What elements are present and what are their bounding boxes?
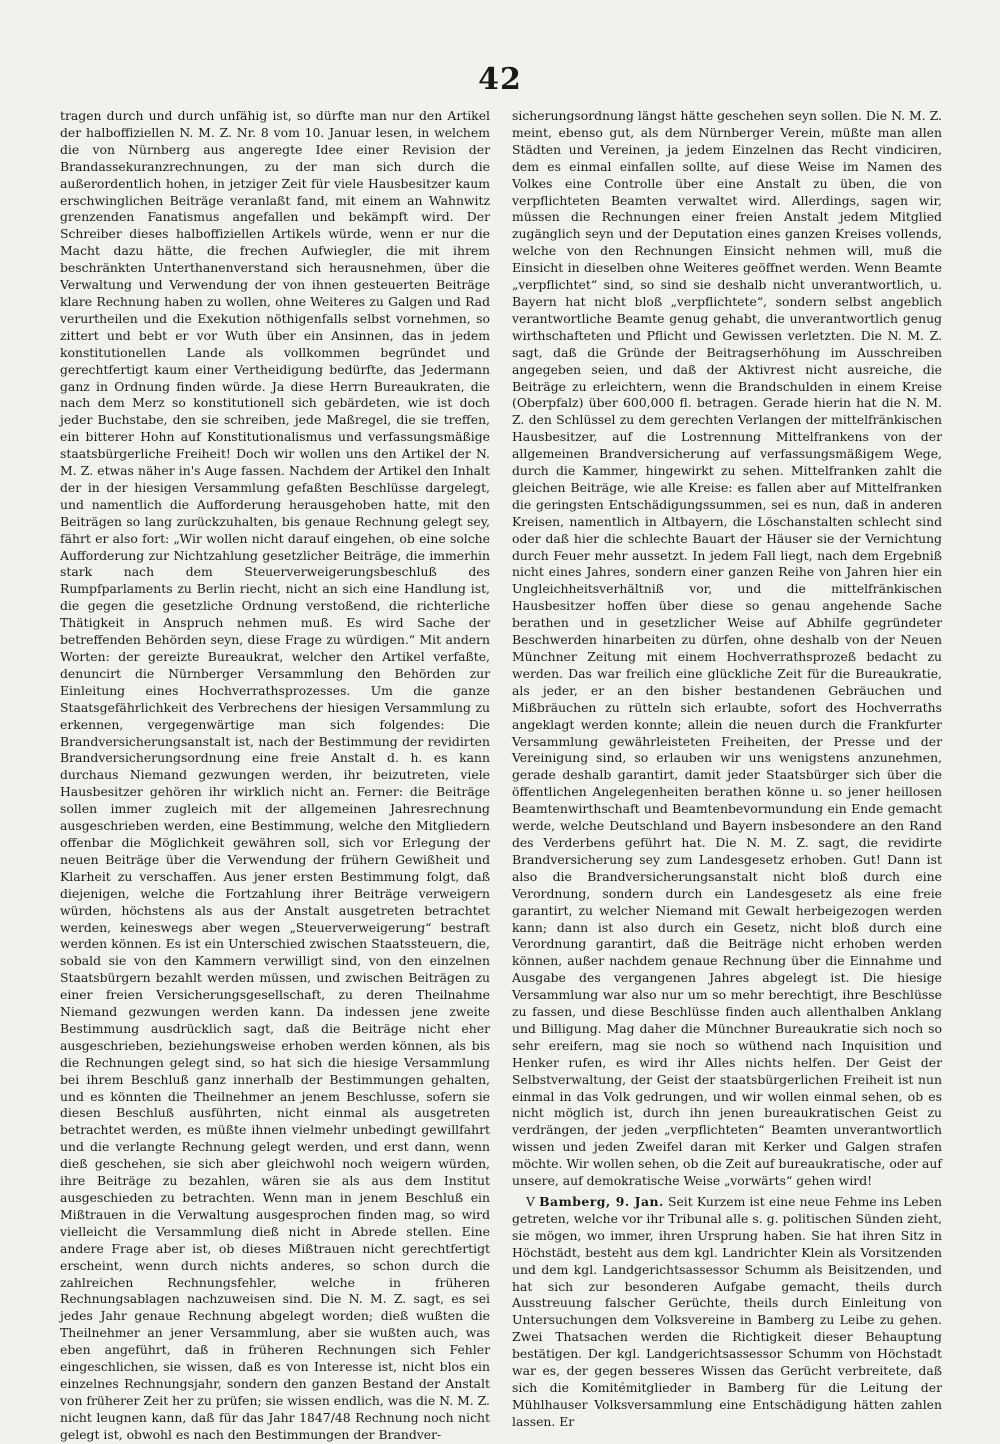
- dateline: Bamberg, 9. Jan.: [539, 1194, 664, 1209]
- page-number: 42: [478, 62, 522, 97]
- dateline-prefix: V: [526, 1194, 535, 1209]
- right-column-paragraph: sicherungsordnung längst hätte geschehen seyn sollen. Die N. M. Z. meint, ebenso gut, als dem Nürnberger Verein, müßte man allen Städten und Vereinen, ja jedem Einzelnen das Recht vindiciren, dem es einmal einfallen sollte, auf diese Weise im Namen des Volkes eine Controlle über eine Anstalt zu üben, die von verpflichteten Beamten verwaltet wird. Allerdings, sagen wir, müssen die Rechnungen einer freien Anstalt jedem Mitglied zugänglich seyn und der Deputation eines ganzen Kreises vollends, welche von den Rechnungen Einsicht nehmen will, muß die Einsicht in dieselben ohne Weiteres geöffnet werden. Wenn Beamte „verpflichtet“ sind, so sind sie deshalb nicht unverantwortlich, u. Bayern hat nicht bloß „verpflichtete“, sondern selbst angeblich verantwortliche Beamte genug gehabt, die unverantwortlich genug wirthschafteten und Pflicht und Gewissen verletzten. Die N. M. Z. sagt, daß die Gründe der Beitragserhöhung im Ausschreiben angegeben seien, und daß der Aktivrest nicht ausreiche, die Beiträge zu erleichtern, wenn die Brandschulden in einem Kreise (Oberpfalz) über 600,000 fl. betragen. Gerade hierin hat die N. M. Z. den Schlüssel zu dem gerechten Verlangen der mittelfränkischen Hausbesitzer, auf die Lostrennung Mittelfrankens von der allgemeinen Brandversicherung auf verfassungsmäßigem Wege, durch die Kammer, hingewirkt zu sehen. Mittelfranken zahlt die gleichen Beiträge, wie alle Kreise: es fallen aber auf Mittelfranken die geringsten Entschädigungssummen, sei es nun, daß in anderen Kreisen, namentlich in Altbayern, die Löschanstalten schlecht sind oder daß hier die schlechte Bauart der Häuser sie der Vernichtung durch Feuer mehr aussetzt. In jedem Fall liegt, nach dem Ergebniß nicht eines Jahres, sondern einer ganzen Reihe von Jahren hier ein Ungleichheitsverhältniß vor, und die mittelfränkischen Hausbesitzer hoffen über diese so genau angehende Sache berathen und in gesetzlicher Weise auf Abhilfe gegründeter Beschwerden hinarbeiten zu dürfen, ohne deshalb von der Neuen Münchner Zeitung mit einem Hochverrathsprozeß bedacht zu werden. Das war freilich eine glückliche Zeit für die Bureaukratie, als jeder, er an den bisher bestandenen Gebräuchen und Mißbräuchen zu rütteln sich erlaubte, sofort des Hochverraths angeklagt werden konnte; allein die neuen durch die Frankfurter Versammlung gewährleisteten Freiheiten, der Presse und der Vereinigung sind, so erlauben wir uns wenigstens anzunehmen, gerade deshalb garantirt, damit jeder Staatsbürger sich über die öffentlichen Angelegenheiten berathen könne u. so jener heillosen Beamtenwirthschaft und Beamtenbevormundung ein Ende gemacht werde, welche Deutschland und Bayern insbesondere an den Rand des Verderbens geführt hat. Die N. M. Z. sagt, die revidirte Brandversicherung sey zum Landesgesetz erhoben. Gut! Dann ist also die Brandversicherungsanstalt nicht bloß durch eine Verordnung, sondern durch ein Landesgesetz als eine freie garantirt, zu welcher Niemand mit Gewalt herbeigezogen werden kann; dann ist also durch ein Gesetz, nicht bloß durch eine Verordnung garantirt, daß die Beiträge nicht erhoben werden können, außer nachdem genaue Rechnung über die Einnahme und Ausgabe des vergangenen Jahres abgelegt ist. Die hiesige Versammlung war also nur um so mehr berechtigt, ihre Beschlüsse zu fassen, und diese Beschlüsse finden auch allenthalben Anklang und Billigung. Mag daher die Münchner Bureaukratie sich noch so sehr ereifern, mag sie noch so wüthend nach Inquisition und Henker rufen, es wird ihr Alles nichts helfen. Der Geist der Selbstverwaltung, der Geist der staatsbürgerlichen Freiheit ist nun einmal in das Volk gedrungen, und wir wollen einmal sehen, ob es nicht möglich ist, durch ihn jenen bureaukratischen Geist zu verdrängen, der jeden „verpflichteten“ Beamten unverantwortlich wissen und jeden Zweifel daran mit Kerker und Galgen strafen möchte. Wir wollen sehen, ob die Zeit auf bureaukratische, oder auf unsere, auf demokratische Weise „vorwärts“ gehen wird!: [512, 108, 942, 1189]
- bamberg-article: [512, 1194, 942, 1431]
- bamberg-article-text: Seit Kurzem ist eine neue Fehme ins Leben getreten, welche vor ihr Tribunal alle s. g. politischen Sünden zieht, sie mögen, wo immer, ihren Ursprung haben. Sie hat ihren Sitz in Höchstädt, besteht aus dem kgl. Landrichter Klein als Vorsitzenden und dem kgl. Landgerichtsassessor Schumm als Beisitzenden, und hat sich zur besonderen Aufgabe gemacht, theils durch Ausstreuung falscher Gerüchte, theils durch Einleitung von Untersuchungen dem Volksvereine in Bamberg zu Leibe zu gehen. Zwei Thatsachen werden die Richtigkeit dieser Behauptung bestätigen. Der kgl. Landgerichtsassessor Schumm von Höchstadt war es, der gegen besseres Wissen das Gerücht verbreitete, daß sich die Komitémitglieder in Bamberg für die Leitung der Mühlhauser Volksversammlung eine Entschädigung hätten zahlen lassen. Er: [512, 1194, 942, 1429]
- left-column: [60, 108, 490, 1444]
- right-column: [512, 108, 942, 1431]
- left-column-paragraph: tragen durch und durch unfähig ist, so dürfte man nur den Artikel der halboffiziellen N. M. Z. Nr. 8 vom 10. Januar lesen, in welchem die von Nürnberg aus angeregte Idee einer Revision der Brandassekuranzrechnungen, zu der man sich durch die außerordentlich hohen, in jetziger Zeit für viele Hausbesitzer kaum erschwinglichen Beiträge veranlaßt fand, mit einem an Wahnwitz grenzenden Fanatismus angefallen und bekämpft wird. Der Schreiber dieses halboffiziellen Artikels würde, wenn er nur die Macht dazu hätte, die frechen Aufwiegler, die mit ihrem beschränkten Unterthanenverstand sich herausnehmen, über die Verwaltung und Verwendung der von ihnen gesteuerten Beiträge klare Rechnung haben zu wollen, ohne Weiteres zu Galgen und Rad verurtheilen und die Exekution nöthigenfalls selbst vornehmen, so zittert und bebt er vor Wuth über ein Ansinnen, das in jedem konstitutionellen Lande als vollkommen begründet und gerechtfertigt kaum einer Vertheidigung bedürfte, das Jedermann ganz in Ordnung finden würde. Ja diese Herrn Bureaukraten, die nach dem Merz so konstitutionell sich gebärdeten, wie ist doch jeder Buchstabe, den sie schreiben, jede Maßregel, die sie treffen, ein bitterer Hohn auf Konstitutionalismus und verfassungsmäßige staatsbürgerliche Freiheit! Doch wir wollen uns den Artikel der N. M. Z. etwas näher in's Auge fassen. Nachdem der Artikel den Inhalt der in der hiesigen Versammlung gefaßten Beschlüsse dargelegt, und namentlich die Aufforderung herausgehoben hatte, mit den Beiträgen so lang zurückzuhalten, bis genaue Rechnung gelegt sey, fährt er also fort: „Wir wollen nicht darauf eingehen, ob eine solche Aufforderung zur Nichtzahlung gesetzlicher Beiträge, die immerhin stark nach dem Steuerverweigerungsbeschluß des Rumpfparlaments zu Berlin riecht, nicht an sich eine Handlung ist, die gegen die gesetzliche Ordnung verstoßend, die richterliche Thätigkeit in Anspruch nehmen muß. Es wird Sache der betreffenden Behörden seyn, diese Frage zu würdigen.“ Mit andern Worten: der gereizte Bureaukrat, welcher den Artikel verfaßte, denuncirt die Nürnberger Versammlung den Behörden zur Einleitung eines Hochverrathsprozesses. Um die ganze Staatsgefährlichkeit des Verbrechens der hiesigen Versammlung zu erkennen, vergegenwärtige man sich folgendes: Die Brandversicherungsanstalt ist, nach der Bestimmung der revidirten Brandversicherungsordnung eine freie Anstalt d. h. es kann durchaus Niemand gezwungen werden, ihr beizutreten, viele Hausbesitzer gehören ihr wirklich nicht an. Ferner: die Beiträge sollen immer zugleich mit der allgemeinen Jahresrechnung ausgeschrieben werden, eine Bestimmung, welche den Mitgliedern offenbar die Möglichkeit gewähren soll, sich vor Erlegung der neuen Beiträge über die Verwendung der frühern Gewißheit und Klarheit zu verschaffen. Aus jener ersten Bestimmung folgt, daß diejenigen, welche die Fortzahlung ihrer Beiträge verweigern würden, höchstens als aus der Anstalt ausgetreten betrachtet werden, keineswegs aber wegen „Steuerverweigerung“ bestraft werden können. Es ist ein Unterschied zwischen Staatssteuern, die, sobald sie von den Kammern verwilligt sind, von den einzelnen Staatsbürgern bezahlt werden müssen, und zwischen Beiträgen zu einer freien Versicherungsgesellschaft, zu deren Theilnahme Niemand gezwungen werden kann. Da indessen jene zweite Bestimmung ausdrücklich sagt, daß die Beiträge nicht eher ausgeschrieben, beziehungsweise erhoben werden können, als bis die Rechnungen gelegt sind, so hat sich die hiesige Versammlung bei ihrem Beschluß ganz innerhalb der Bestimmungen gehalten, und es könnten die Theilnehmer an jenem Beschlusse, sofern sie diesen Beschluß ausführten, nicht einmal als ausgetreten betrachtet werden, es müßte ihnen vielmehr unbedingt gewillfahrt und die verlangte Rechnung gelegt werden, und erst dann, wenn dieß geschehen, sie sich aber gleichwohl noch weigern würden, ihre Beiträge zu bezahlen, wären sie als aus dem Institut ausgeschieden zu betrachten. Wenn man in jenem Beschluß ein Mißtrauen in die Verwaltung ausgesprochen finden mag, so wird vielleicht die Versammlung dieß nicht in Abrede stellen. Eine andere Frage aber ist, ob dieses Mißtrauen nicht gerechtfertigt erscheint, wenn durch nichts anderes, so schon durch die zahlreichen Rechnungsfehler, welche in früheren Rechnungsablagen nachzuweisen sind. Die N. M. Z. sagt, es sei jedes Jahr genaue Rechnung abgelegt worden; dieß wußten die Theilnehmer an jener Versammlung, aber sie wußten auch, was eben angeführt, daß in früheren Rechnungen sich Fehler eingeschlichen, sie wissen, daß es von Interesse ist, nicht blos ein einzelnes Rechnungsjahr, sondern den ganzen Bestand der Anstalt von früherer Zeit her zu prüfen; sie wissen endlich, was die N. M. Z. nicht leugnen kann, daß für das Jahr 1847/48 Rechnung noch nicht gelegt ist, obwohl es nach den Bestimmungen der Brandver-: [60, 108, 490, 1442]
